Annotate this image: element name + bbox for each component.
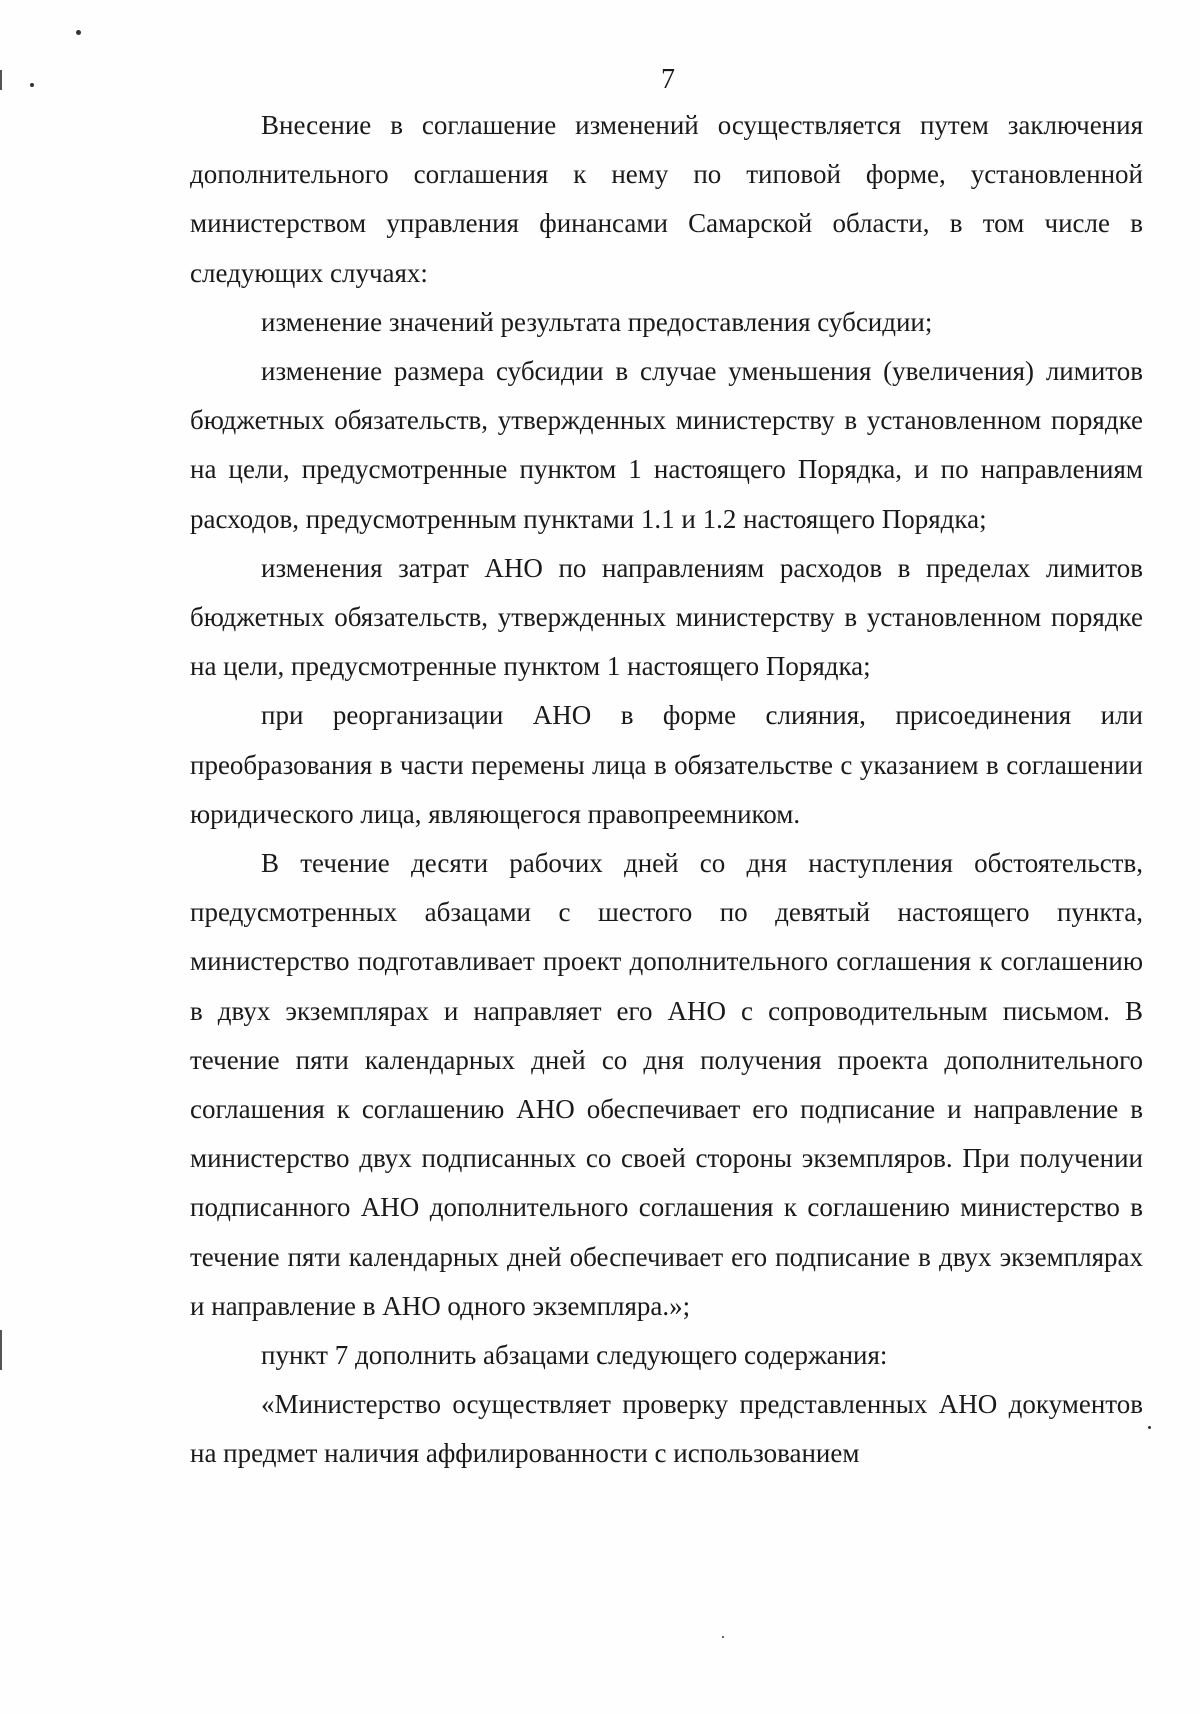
scan-speck bbox=[76, 30, 81, 35]
paragraph-case-subsidy-size: изменение размера субсидии в случае уменьшения (увеличения) лимитов бюджетных обязательств, утвержденных министерству в установленном порядке на цели, предусмотренные пунктом 1 настоящего Порядка, и по направлениям расходов, предусмотренным пунктами 1.1 и 1.2 настоящего Порядка; bbox=[190, 356, 1143, 534]
document-body bbox=[190, 101, 1143, 1479]
page-number: 7 bbox=[661, 64, 675, 95]
scan-speck bbox=[722, 1636, 724, 1638]
paragraph-affiliation-check: «Министерство осуществляет проверку представленных АНО документов на предмет наличия аффилированности с использованием bbox=[190, 1389, 1143, 1469]
paragraph-case-ano-costs: изменения затрат АНО по направлениям расходов в пределах лимитов бюджетных обязательств, утвержденных министерству в установленном порядке на цели, предусмотренные пунктом 1 настоящего Порядка; bbox=[190, 552, 1143, 682]
paragraph-case-reorganization: при реорганизации АНО в форме слияния, присоединения или преобразования в части перемены лица в обязательстве с указанием в соглашении юридического лица, являющегося правопреемником. bbox=[190, 700, 1143, 829]
paragraph-case-result-values: изменение значений результата предоставления субсидии; bbox=[261, 306, 933, 337]
scan-speck bbox=[30, 83, 34, 87]
scan-edge-mark bbox=[0, 1330, 2, 1370]
scan-edge-mark bbox=[0, 70, 2, 90]
paragraph-amendment-procedure: Внесение в соглашение изменений осуществляется путем заключения дополнительного соглашения к нему по типовой форме, установленной министерством управления финансами Самарской области, в том числе в следующих случаях: bbox=[190, 110, 1143, 288]
paragraph-signing-timeline: В течение десяти рабочих дней со дня наступления обстоятельств, предусмотренных абзацами с шестого по девятый настоящего пункта, министерство подготавливает проект дополнительного соглашения к соглашению в двух экземплярах и направляет его АНО с сопроводительным письмом. В течение пяти календарных дней со дня получения проекта дополнительного соглашения к соглашению АНО обеспечивает его подписание и направление в министерство двух подписанных со своей стороны экземпляров. При получении подписанного АНО дополнительного соглашения к соглашению министерство в течение пяти календарных дней обеспечивает его подписание в двух экземплярах и направление в АНО одного экземпляра.»; bbox=[190, 848, 1143, 1321]
scan-speck bbox=[1148, 1426, 1151, 1429]
paragraph-point-7-addition: пункт 7 дополнить абзацами следующего содержания: bbox=[261, 1340, 888, 1371]
